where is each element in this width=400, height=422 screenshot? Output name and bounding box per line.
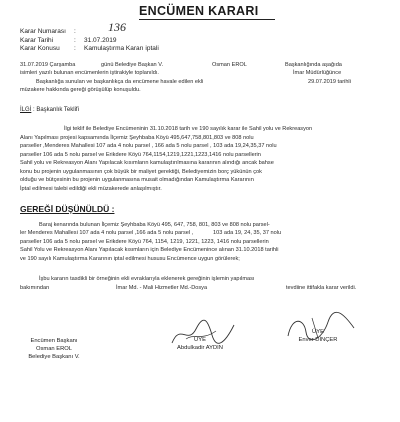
karar-konusu-label: Karar Konusu [20, 45, 60, 52]
body1-line-5: Sahil yolu ve Rekreasyon Alanı Yapılacak kısımların kamulaştırılmasına kararının alındığı ancak bahse [20, 160, 274, 166]
karar-tarihi-colon: : [74, 37, 76, 44]
karar-numarasi-colon: : [74, 28, 76, 35]
intro-line-3: Başkanlığa sunulan ve başkanlıkça da encümene havale edilen ekli [36, 79, 204, 85]
signature-mid-title: ÜYE [194, 337, 206, 343]
body1-line-2: Alanı Yapılması projesi kapsamında İlçemiz Şeyhbaba Köyü 495,647,758,801,803 ve 808 nolu [20, 135, 254, 141]
body2-line-1: Baraj kenarında bulunan İlçemiz Şeyhbaba Köyü 495, 647, 758, 801, 803 ve 808 nolu parsel- [39, 222, 270, 228]
body1-line-3: parseller ,Menderes Mahallesi 107 ada 4 nolu parsel , 166 ada 5 nolu parsel , 103 ada 19,24,35,37 nolu [20, 143, 277, 149]
title-underline [139, 19, 275, 20]
signature-left-title: Encümen Başkanı [30, 338, 78, 344]
body3-line-1: İşbu kararın tasdikli bir örneğinin ekli evraklarıyla eklenerek gereğinin işlemin yapılması [39, 276, 255, 282]
karar-numarasi-value: 136 [108, 20, 126, 34]
intro-gunu: günü Belediye Başkan V. [101, 62, 163, 68]
intro-tarihli: 29.07.2019 tarihli [308, 79, 351, 85]
karar-tarihi-label: Karar Tarihi [20, 37, 54, 44]
body1-line-8: İptal edilmesi talebi edildiği ekli müzakerede anlaşılmıştır. [20, 186, 162, 192]
karar-numarasi-label: Karar Numarası [20, 28, 66, 35]
intro-line-2: isimleri yazılı bulunan encümenlerin iştirakiyle toplanıldı. [20, 70, 159, 76]
intro-baskanliginda: Başkanlığında aşağıda [285, 62, 342, 68]
intro-line-4: müzakere hakkında gereği görüşülüp konuşuldu. [20, 87, 141, 93]
karar-tarihi-value: 31.07.2019 [84, 37, 117, 44]
gereği-heading: GEREĞİ DÜŞÜNÜLDÜ : [20, 204, 115, 214]
signature-right-title: ÜYE [312, 329, 324, 335]
ilgi-text: : Başkanlık Teklifi [33, 107, 79, 113]
body1-line-7: olduğu ve bütçesinin bu projenin uygulanmasına musait olmadığından Kamulaştırma Kararının [20, 177, 254, 183]
body2-line-2b: 103 ada 19, 24, 35, 37 nolu [213, 230, 282, 236]
signature-left-name: Osman EROL [35, 346, 73, 352]
intro-baskan-name: Osman EROL [212, 62, 247, 68]
body2-line-5: ve 190 sayılı Kamulaştırma Kararının iptal edilmesi hususu Encümence uygun görülerek; [20, 256, 240, 262]
karar-konusu-value: Kamulaştırma Kararı iptali [84, 45, 159, 52]
body2-line-4: Sahil Yolu ve Rekreasyon Alanı Yapılacak kısımların için Belediye Encümenince alınan 31.10.2018 tarihli [20, 247, 279, 253]
body1-line-6: konu bu projenin uygulanmasının çok büyük bir maliyet gerektiği, Belediyemizin borç yükünün çok [20, 169, 262, 175]
signature-mid-name: Abdulkadir AYDIN [177, 345, 223, 351]
intro-date-day: 31.07.2019 Çarşamba [20, 62, 76, 68]
signature-mid-handwritten [168, 315, 238, 351]
body2-line-3: parseller 106 ada 5 nolu parsel ve Erikdere Köyü 764, 1154, 1219, 1221, 1223, 1416 nolu parsellerin [20, 239, 269, 245]
body3-bakimindan: bakımından [20, 285, 50, 291]
body2-line-2a: ler Menderes Mahallesi 107 ada 4 nolu parsel ,166 ada 5 nolu parsel , [20, 230, 194, 236]
body3-tevdiine: tevdiine ittifakla karar verildi. [286, 285, 357, 291]
intro-imar-mudurlugu: İmar Müdürlüğünce [293, 70, 342, 76]
body1-line-1: İlgi teklif ile Belediye Encümeninin 31.10.2018 tarih ve 190 sayılık karar ile Sahil yolu ve Rekreasyon [64, 126, 313, 132]
document-title: ENCÜMEN KARARI [139, 4, 259, 18]
body3-recipients: İmar Md. - Mali Hizmetler Md.-Dosya [116, 285, 208, 291]
karar-konusu-colon: : [74, 45, 76, 52]
signature-right-handwritten [282, 310, 358, 344]
signature-right-name: Enver DİNÇER [298, 337, 338, 343]
signature-left-role: Belediye Başkanı V. [28, 354, 80, 360]
body1-line-4: parseller 106 ada 5 nolu parsel ve Erikdere Köyü 764,1154,1219,1221,1223,1416 nolu parsellerin [20, 152, 261, 158]
ilgi-label: İLGİ [20, 107, 32, 113]
